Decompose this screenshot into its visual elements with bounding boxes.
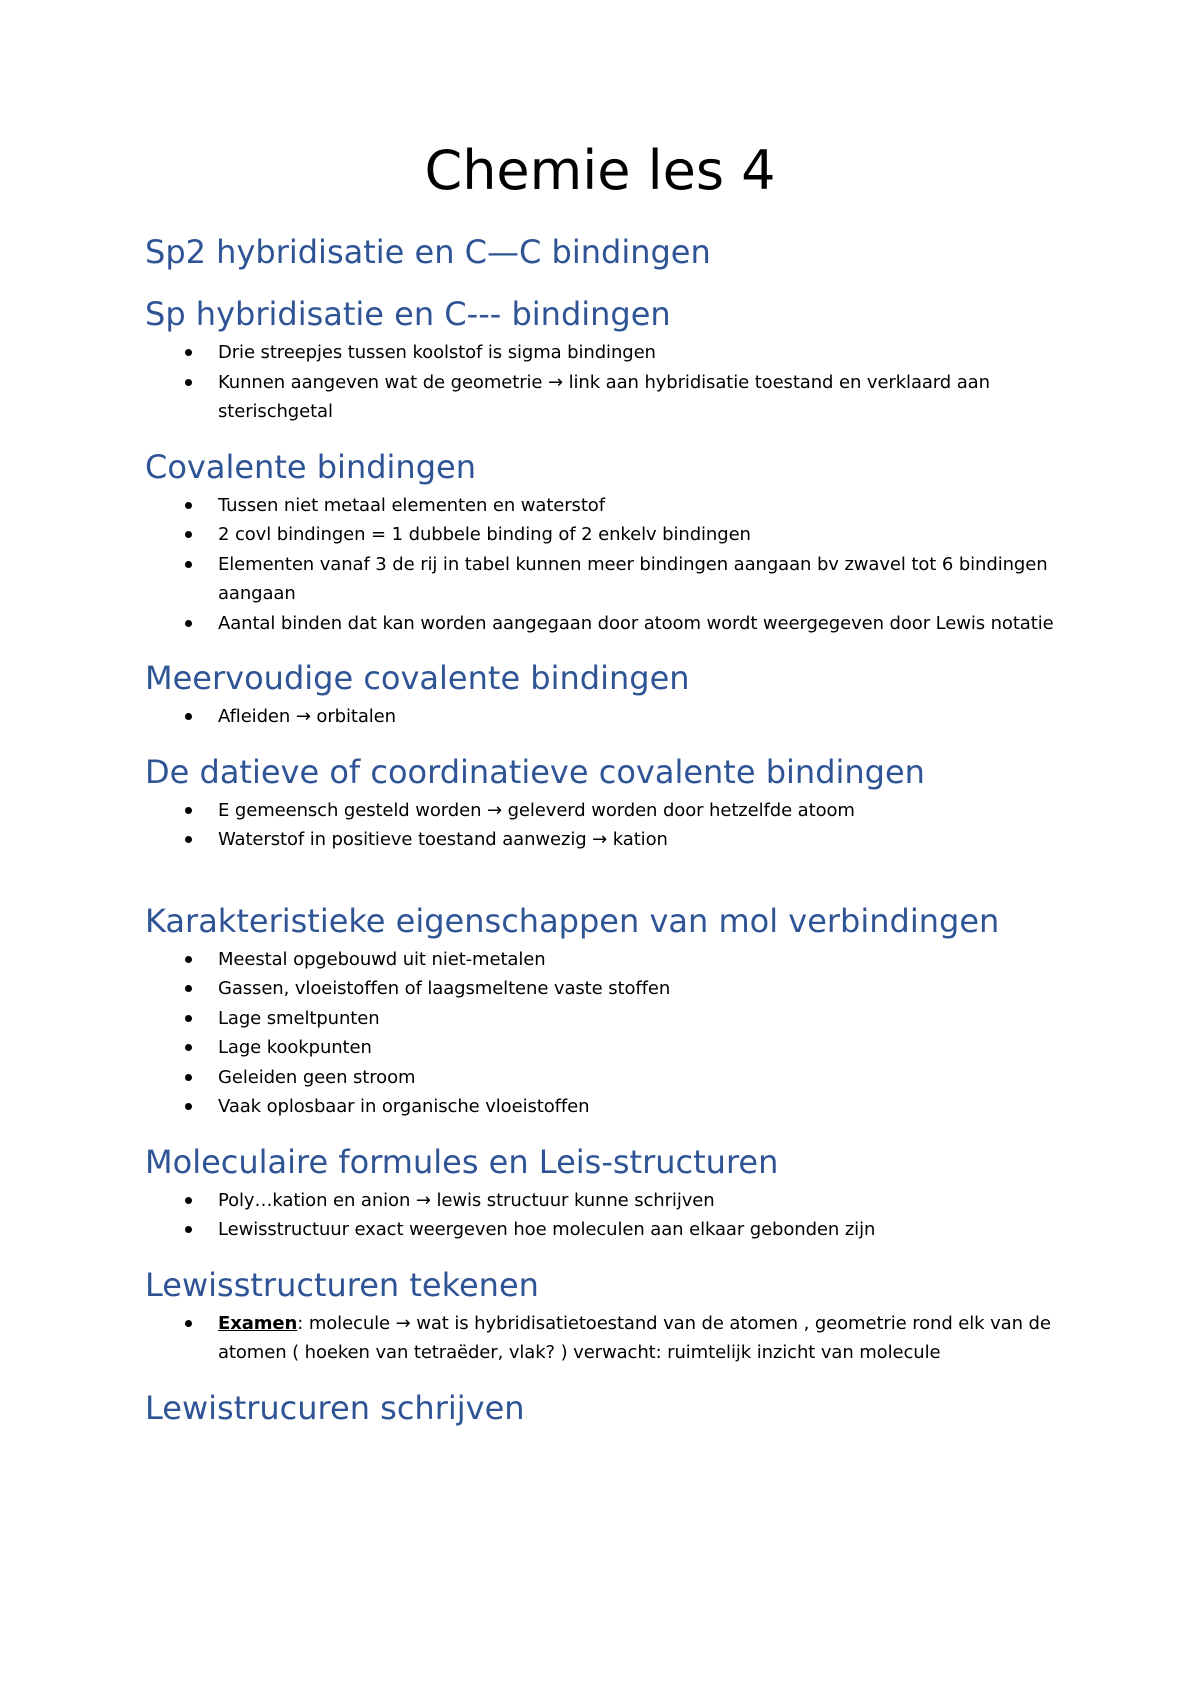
- list-item: Kunnen aangeven wat de geometrie → link aan hybridisatie toestand en verklaard aan sterischgetal: [145, 368, 1075, 427]
- bullet-list-sp-hybridisatie: [145, 338, 1075, 427]
- heading-datieve-bindingen: De datieve of coordinatieve covalente bindingen: [145, 752, 925, 791]
- list-item: E gemeensch gesteld worden → geleverd worden door hetzelfde atoom: [145, 796, 1075, 826]
- bullet-list-datieve: [145, 796, 1075, 855]
- heading-lewisstructuren-tekenen: Lewisstructuren tekenen: [145, 1265, 539, 1304]
- list-item: Lage smeltpunten: [145, 1004, 1075, 1034]
- list-item: Waterstof in positieve toestand aanwezig → kation: [145, 825, 1075, 855]
- bullet-dot-icon: [185, 1103, 192, 1110]
- exam-label: Examen: [218, 1312, 298, 1334]
- bullet-dot-icon: [185, 1074, 192, 1081]
- bullet-dot-icon: [185, 531, 192, 538]
- bullet-dot-icon: [185, 985, 192, 992]
- list-item: Tussen niet metaal elementen en waterstof: [145, 491, 1075, 521]
- bullet-dot-icon: [185, 349, 192, 356]
- bullet-dot-icon: [185, 620, 192, 627]
- bullet-dot-icon: [185, 1226, 192, 1233]
- list-item: Drie streepjes tussen koolstof is sigma bindingen: [145, 338, 1075, 368]
- bullet-list-karakteristieke: [145, 945, 1075, 1122]
- list-item: Aantal binden dat kan worden aangegaan door atoom wordt weergegeven door Lewis notatie: [145, 609, 1075, 639]
- document-body: [145, 230, 1075, 1430]
- heading-lewistrucuren-schrijven: Lewistrucuren schrijven: [145, 1388, 525, 1427]
- heading-covalente-bindingen: Covalente bindingen: [145, 447, 476, 486]
- bullet-dot-icon: [185, 956, 192, 963]
- bullet-dot-icon: [185, 379, 192, 386]
- list-item: Afleiden → orbitalen: [145, 702, 1075, 732]
- list-item: Lewisstructuur exact weergeven hoe moleculen aan elkaar gebonden zijn: [145, 1215, 1075, 1245]
- heading-moleculaire-formules: Moleculaire formules en Leis-structuren: [145, 1142, 779, 1181]
- list-item: 2 covl bindingen = 1 dubbele binding of 2 enkelv bindingen: [145, 520, 1075, 550]
- heading-karakteristieke-eigenschappen: Karakteristieke eigenschappen van mol verbindingen: [145, 901, 1000, 940]
- bullet-dot-icon: [185, 561, 192, 568]
- list-item: Gassen, vloeistoffen of laagsmeltene vaste stoffen: [145, 974, 1075, 1004]
- bullet-list-meervoudige: [145, 702, 1075, 732]
- list-item: Vaak oplosbaar in organische vloeistoffen: [145, 1092, 1075, 1122]
- bullet-dot-icon: [185, 713, 192, 720]
- document-title: Chemie les 4: [424, 139, 776, 202]
- bullet-list-lewisstructuren: [145, 1309, 1075, 1368]
- list-item: Meestal opgebouwd uit niet-metalen: [145, 945, 1075, 975]
- bullet-dot-icon: [185, 1320, 192, 1327]
- list-item: Poly…kation en anion → lewis structuur kunne schrijven: [145, 1186, 1075, 1216]
- list-item: Elementen vanaf 3 de rij in tabel kunnen meer bindingen aangaan bv zwavel tot 6 bindingen aangaan: [145, 550, 1075, 609]
- bullet-dot-icon: [185, 1044, 192, 1051]
- heading-sp-hybridisatie: Sp hybridisatie en C--- bindingen: [145, 295, 671, 333]
- list-item: Geleiden geen stroom: [145, 1063, 1075, 1093]
- bullet-list-covalente-bindingen: [145, 491, 1075, 639]
- bullet-dot-icon: [185, 1015, 192, 1022]
- exam-text: : molecule → wat is hybridisatietoestand van de atomen , geometrie rond elk van de atomen ( hoeken van tetraëder, vlak? ) verwacht: ruimtelijk inzicht van molecule: [218, 1312, 1051, 1363]
- bullet-list-moleculaire: [145, 1186, 1075, 1245]
- heading-sp2-hybridisatie: Sp2 hybridisatie en C—C bindingen: [145, 233, 711, 271]
- bullet-dot-icon: [185, 836, 192, 843]
- bullet-dot-icon: [185, 502, 192, 509]
- list-item: [145, 1309, 1075, 1368]
- list-item: Lage kookpunten: [145, 1033, 1075, 1063]
- bullet-dot-icon: [185, 1197, 192, 1204]
- bullet-dot-icon: [185, 807, 192, 814]
- heading-meervoudige-covalente-bindingen: Meervoudige covalente bindingen: [145, 659, 690, 697]
